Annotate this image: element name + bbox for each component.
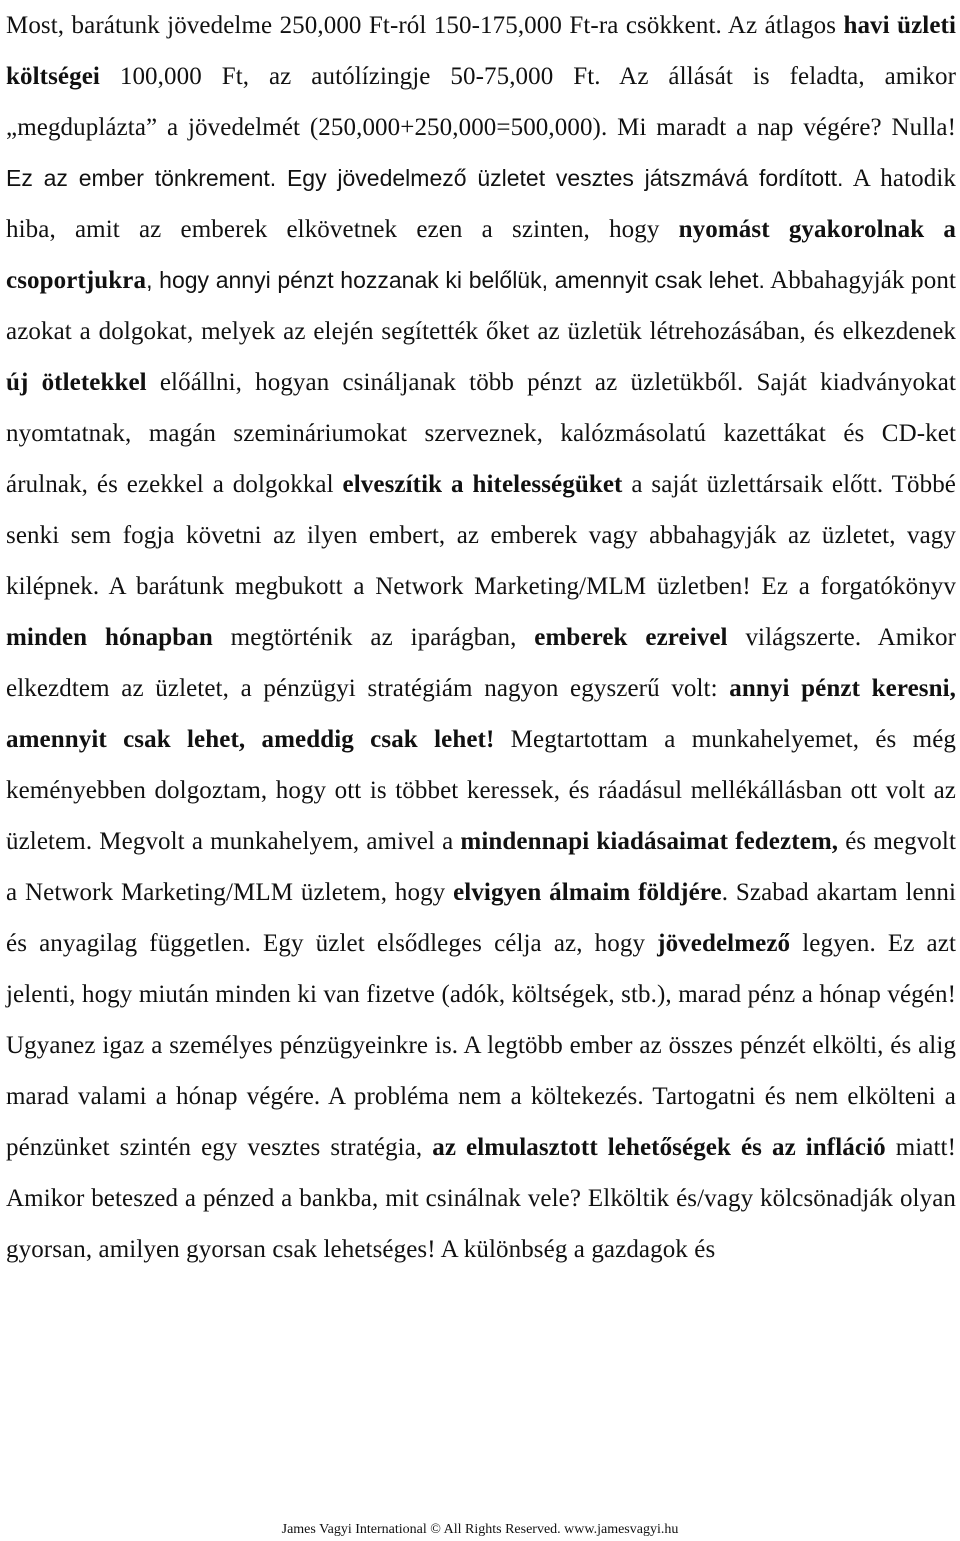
bold-text-run: mindennapi kiadásaimat fedeztem,	[460, 828, 839, 855]
bold-text-run: annyi pénzt keresni, amennyit csak lehet, ameddig csak lehet!	[6, 675, 957, 753]
text-run: miatt! Amikor beteszed a pénzed a bankba, mit csinálnak vele? Elköltik és/vagy kölcsönadják olyan gyorsan, amilyen gyorsan csak lehetséges! A különbség a gazdagok és	[6, 1134, 956, 1263]
text-run: Megtartottam a munkahelyemet, és még keményebben dolgoztam, hogy ott is többet keressek, és ráadásul mellékállásban ott volt az üzletem. Megvolt a munkahelyem, amivel a	[6, 726, 956, 855]
text-run: , hogy annyi pénzt hozzanak ki belőlük, amennyit csak lehet.	[146, 267, 765, 293]
bold-text-run: jövedelmező	[657, 930, 791, 957]
text-run: 100,000 Ft, az autólízingje 50-75,000 Ft. Az állását is feladta, amikor „megduplázta” a jövedelmét (250,000+250,000=500,000). Mi maradt a nap végére? Nulla!	[6, 63, 956, 141]
body-paragraph	[6, 0, 956, 1275]
bold-text-run: nyomást gyakorolnak a csoportjukra	[6, 216, 957, 294]
text-run: Abbahagyják pont azokat a dolgokat, melyek az elején segítették őket az üzletük létrehozásában, és elkezdenek	[6, 267, 956, 345]
bold-text-run: havi üzleti költségei	[6, 12, 956, 90]
document-page	[6, 0, 956, 1275]
text-run: legyen. Ez azt jelenti, hogy miután minden ki van fizetve (adók, költségek, stb.), marad pénz a hónap végén! Ugyanez igaz a személyes pénzügyeinkre is. A legtöbb ember az összes pénzét elkölti, és alig marad valami a hónap végére. A probléma nem a költekezés. Tartogatni és nem elkölteni a pénzünket szintén egy vesztes stratégia,	[6, 930, 956, 1161]
text-run: előállni, hogyan csináljanak több pénzt az üzletükből. Saját kiadványokat nyomtatnak, magán szemináriumokat szerveznek, kalózmásolatú kazettákat és CD-ket árulnak, és ezekkel a dolgokkal	[6, 369, 956, 498]
bold-text-run: elvigyen álmaim földjére	[453, 879, 722, 906]
bold-text-run: új ötletekkel	[6, 369, 147, 396]
text-run: világszerte. Amikor elkezdtem az üzletet, a pénzügyi stratégiám nagyon egyszerű volt:	[6, 624, 956, 702]
text-run: a saját üzlettársaik előtt. Többé senki sem fogja követni az ilyen embert, az emberek vagy abbahagyják az üzletet, vagy kilépnek. A barátunk megbukott a Network Marketing/MLM üzletben! Ez a forgatókönyv	[6, 471, 956, 600]
text-run: megtörténik az iparágban,	[212, 624, 535, 651]
text-run: Ez az ember tönkrement. Egy jövedelmező üzletet vesztes játszmává fordított.	[6, 165, 844, 191]
text-run: Most, barátunk jövedelme 250,000 Ft-ról 150-175,000 Ft-ra csökkent. Az átlagos	[6, 12, 844, 39]
bold-text-run: elveszítik a hitelességüket	[342, 471, 623, 498]
text-run: A hatodik hiba, amit az emberek elkövetnek ezen a szinten, hogy	[6, 165, 956, 243]
page-footer: James Vagyi International © All Rights Reserved. www.jamesvagyi.hu	[281, 1522, 679, 1537]
text-run: és megvolt a Network Marketing/MLM üzletem, hogy	[6, 828, 956, 906]
bold-text-run: minden hónapban	[6, 624, 213, 651]
text-run: . Szabad akartam lenni és anyagilag független. Egy üzlet elsődleges célja az, hogy	[6, 879, 956, 957]
bold-text-run: emberek ezreivel	[534, 624, 728, 651]
bold-text-run: az elmulasztott lehetőségek és az infláció	[432, 1134, 886, 1161]
